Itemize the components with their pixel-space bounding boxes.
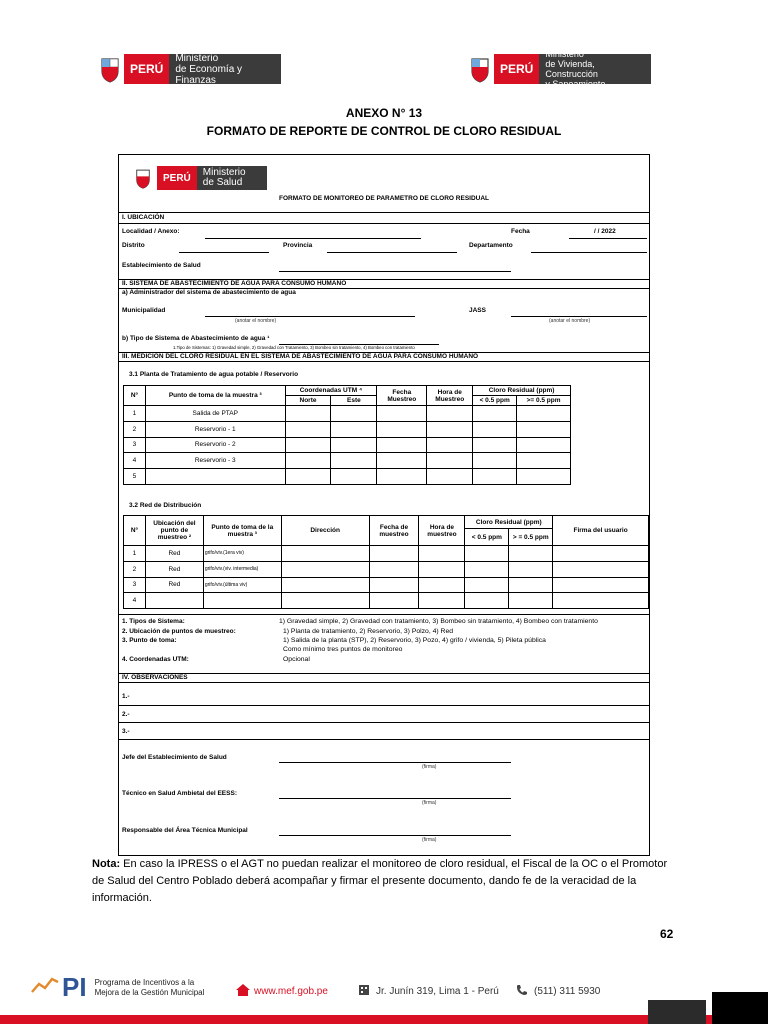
tipo-sistema-note: 1.Tipo de Sistemas: 1) Gravedad simple, 2) Gravedad con Tratamiento, 3) Bombeo sin tratamiento, 4) Bombeo con tratamiento	[173, 345, 415, 350]
signature-label-3: Responsable del Área Técnica Municipal	[122, 827, 248, 834]
localidad-label: Localidad / Anexo:	[122, 228, 180, 235]
signature-label-2: Técnico en Salud Ambietal del EESS:	[122, 790, 237, 797]
peru-seal-icon	[466, 54, 494, 84]
mvcs-name-line1: Ministerio	[545, 49, 584, 59]
observation-3: 3.-	[122, 728, 130, 735]
t1-header-hora: Hora de Muestreo	[427, 386, 473, 406]
t1-header-fecha: Fecha Muestreo	[377, 386, 427, 406]
jass-field[interactable]	[511, 316, 647, 317]
footer-black-block	[712, 992, 768, 1024]
firma-1: (firma)	[422, 764, 437, 770]
distrito-label: Distrito	[122, 242, 145, 249]
home-icon	[236, 984, 250, 999]
t2-header-ubicacion: Ubicación del punto de muestreo ²	[145, 516, 203, 546]
firma-2: (firma)	[422, 800, 437, 806]
t2-header-direccion: Dirección	[281, 516, 369, 546]
t2-header-hora: Hora de muestreo	[419, 516, 465, 546]
tipo-sistema-label: b) Tipo de Sistema de Abastecimiento de agua ¹	[122, 335, 270, 342]
section-3-heading: III. MEDICIÓN DEL CLORO RESIDUAL EN EL SISTEMA DE ABASTECIMIENTO DE AGUA PARA CONSUMO HUMANO	[122, 353, 479, 360]
departamento-label: Departamento	[469, 242, 513, 249]
departamento-field[interactable]	[531, 252, 647, 253]
table-row: 1 Red grifo/viv.(1era viv)	[124, 546, 649, 562]
t2-header-lt: < 0.5 ppm	[465, 529, 509, 546]
mvcs-logo	[466, 49, 651, 89]
phone-text: (511) 311 5930	[534, 986, 601, 997]
peru-label: PERÚ	[124, 54, 169, 84]
pi-chart-icon	[30, 974, 60, 1001]
anotar-nombre-2: (anotar el nombre)	[549, 318, 591, 324]
legend-label-1: 1. Tipos de Sistema:	[122, 618, 185, 625]
mef-name-line1: Ministerio	[175, 52, 219, 64]
observation-3-line[interactable]	[119, 739, 649, 740]
note-label: Nota:	[92, 858, 121, 870]
observation-2: 2.-	[122, 711, 130, 718]
table-row: 2 Reservorio - 1	[124, 421, 571, 437]
t2-header-ge: > = 0.5 ppm	[509, 529, 553, 546]
legend-label-2: 2. Ubicación de puntos de muestreo:	[122, 628, 236, 635]
form-frame	[118, 154, 650, 856]
red-table	[123, 515, 649, 609]
table-row: 3 Red grifo/viv.(última viv)	[124, 577, 649, 593]
legend-text-1: 1) Gravedad simple, 2) Gravedad con tratamiento, 3) Bombeo sin tratamiento, 4) Bombeo con tratamiento	[279, 618, 598, 625]
subsection-3-1: 3.1 Planta de Tratamiento de agua potable / Reservorio	[129, 371, 299, 378]
page-number: 62	[660, 927, 674, 941]
observation-1-line[interactable]	[119, 705, 649, 706]
pi-text: PI	[62, 972, 87, 1002]
signature-line-3[interactable]	[279, 835, 511, 836]
table-row: 5	[124, 469, 571, 485]
subsection-3-2: 3.2 Red de Distribución	[129, 502, 202, 509]
legend-label-3: 3. Punto de toma:	[122, 637, 177, 644]
municipalidad-label: Municipalidad	[122, 307, 166, 314]
phone-icon	[516, 984, 528, 999]
section-4-heading: IV. OBSERVACIONES	[122, 674, 188, 681]
provincia-label: Provincia	[283, 242, 313, 249]
table-row: 4	[124, 593, 649, 609]
mef-logo	[96, 52, 281, 86]
minsa-line2: de Salud	[202, 177, 243, 188]
legend-text-4: Opcional	[283, 656, 310, 663]
mvcs-name-line3: y Saneamiento	[545, 79, 606, 89]
establecimiento-label: Establecimiento de Salud	[122, 262, 201, 269]
t2-header-n: N°	[124, 516, 146, 546]
section-1-heading: I. UBICACIÓN	[122, 214, 165, 221]
fecha-label: Fecha	[511, 228, 530, 235]
legend-text-3: 1) Salida de la planta (STP), 2) Reservorio, 3) Pozo, 4) grifo / vivienda, 5) Pileta pública	[283, 637, 546, 644]
signature-line-2[interactable]	[279, 798, 511, 799]
table-row: 4 Reservorio - 3	[124, 453, 571, 469]
ptap-table	[123, 385, 571, 485]
phone-item	[516, 984, 600, 999]
t1-header-ge: >= 0.5 ppm	[517, 396, 571, 406]
t1-header-lt: < 0.5 ppm	[473, 396, 517, 406]
t1-header-cloro: Cloro Residual (ppm)	[473, 386, 571, 396]
t1-header-punto: Punto de toma de la muestra ³	[145, 386, 285, 406]
building-icon	[358, 984, 370, 999]
minsa-logo	[129, 165, 267, 191]
peru-seal-icon	[96, 54, 124, 84]
distrito-field[interactable]	[179, 252, 269, 253]
table-row: 1 Salida de PTAP	[124, 406, 571, 422]
minsa-line1: Ministerio	[202, 167, 246, 178]
localidad-field[interactable]	[205, 238, 421, 239]
firma-3: (firma)	[422, 837, 437, 843]
section-2-heading: II. SISTEMA DE ABASTECIMIENTO DE AGUA PARA CONSUMO HUMANO	[122, 280, 347, 287]
peru-label: PERÚ	[494, 54, 539, 84]
document-title: FORMATO DE REPORTE DE CONTROL DE CLORO RESIDUAL	[206, 124, 562, 138]
website-item[interactable]	[236, 984, 328, 999]
anotar-nombre-1: (anotar el nombre)	[235, 318, 277, 324]
website-link[interactable]: www.mef.gob.pe	[254, 986, 328, 997]
legend-text-2: 1) Planta de tratamiento, 2) Reservorio, 3) Polzo, 4) Red	[283, 628, 454, 635]
t1-header-n: N°	[124, 386, 146, 406]
municipalidad-field[interactable]	[205, 316, 415, 317]
t1-header-utm: Coordenadas UTM ⁴	[285, 386, 377, 396]
note-paragraph	[92, 856, 682, 907]
form-title: FORMATO DE MONITOREO DE PARAMETRO DE CLORO RESIDUAL	[278, 195, 490, 202]
provincia-field[interactable]	[327, 252, 457, 253]
program-line1: Programa de Incentivos a la	[94, 977, 195, 987]
table-row: 2 Red grifo/viv.(viv. intermedia)	[124, 561, 649, 577]
signature-label-1: Jefe del Establecimiento de Salud	[122, 754, 227, 761]
footer-dark-block	[648, 1000, 706, 1024]
t2-header-firma: Firma del usuario	[553, 516, 649, 546]
table-row: 3 Reservorio - 2	[124, 437, 571, 453]
address-text: Jr. Junín 319, Lima 1 - Perú	[376, 986, 499, 997]
admin-label: a) Administrador del sistema de abastecimiento de agua	[122, 289, 296, 296]
t2-header-cloro: Cloro Residual (ppm)	[465, 516, 553, 529]
pi-logo	[30, 972, 204, 1003]
legend-label-4: 4. Coordenadas UTM:	[122, 656, 189, 663]
t1-header-este: Este	[331, 396, 377, 406]
program-line2: Mejora de la Gestión Municipal	[94, 987, 205, 997]
jass-label: JASS	[469, 307, 486, 314]
note-text: En caso la IPRESS o el AGT no puedan realizar el monitoreo de cloro residual, el Fiscal de la OC o el Promotor de Salud del Centro Poblado deberá acompañar y firmar el presente documento, dando fe de la veracidad de la información.	[92, 858, 668, 904]
t2-header-fecha: Fecha de muestreo	[369, 516, 419, 546]
annex-number: ANEXO N° 13	[345, 106, 423, 120]
signature-line-1[interactable]	[279, 762, 511, 763]
observation-2-line[interactable]	[119, 722, 649, 723]
establecimiento-field[interactable]	[279, 271, 511, 272]
fecha-value[interactable]: / / 2022	[594, 228, 616, 235]
t1-header-norte: Norte	[285, 396, 331, 406]
observation-1: 1.-	[122, 693, 130, 700]
mef-name-line2: de Economía y Finanzas	[175, 63, 243, 86]
legend-text-3b: Como mínimo tres puntos de monitoreo	[283, 646, 403, 653]
address-item	[358, 984, 499, 999]
peru-seal-icon	[129, 166, 157, 190]
mvcs-name-line2: de Vivienda, Construcción	[545, 59, 598, 79]
t2-header-punto: Punto de toma de la muestra ³	[203, 516, 281, 546]
peru-label: PERÚ	[157, 166, 197, 190]
